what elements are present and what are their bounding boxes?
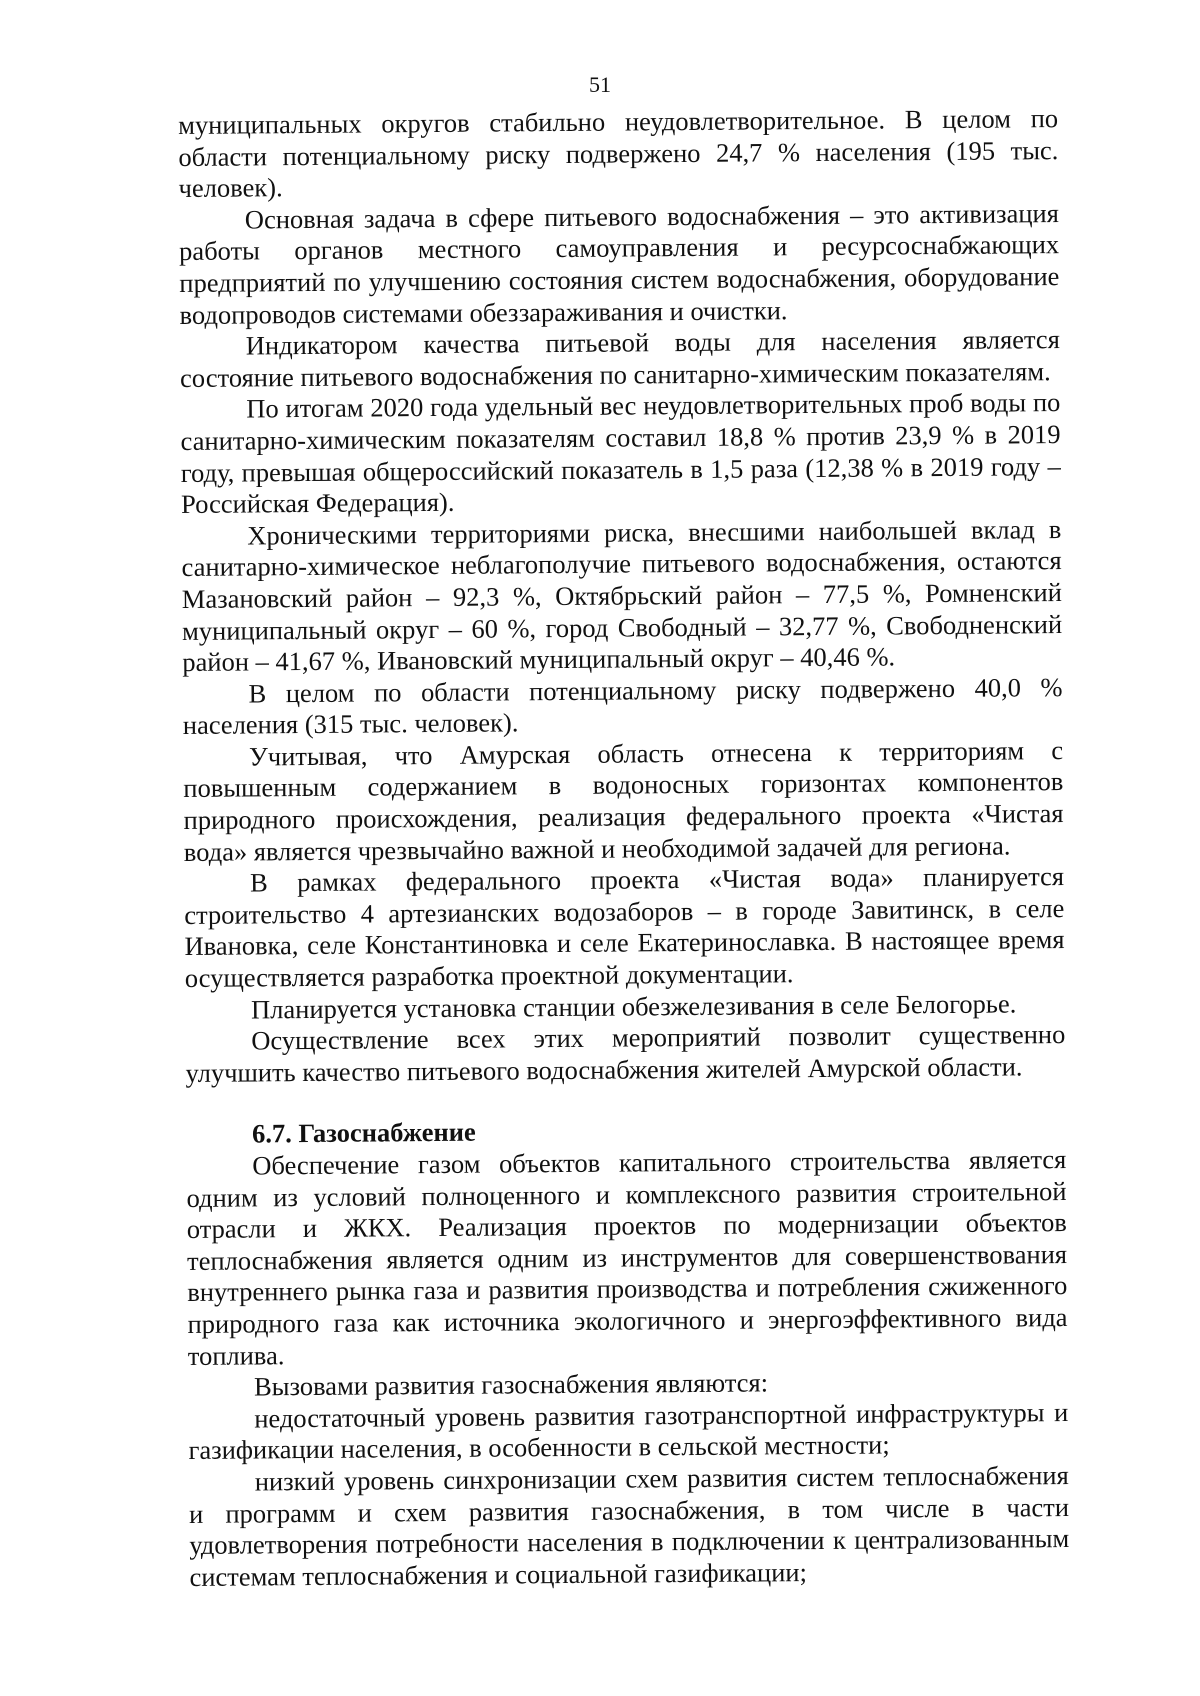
paragraph-2020-results: По итогам 2020 года удельный вес неудовлетворительных проб воды по санитарно-химическим показателям составил 18,8 % против 23,9 % в 2019 году, превышая общероссийский показатель в 1,5 раза (12,38 % в 2019 году – Российская Федерация). — [180, 387, 1061, 520]
paragraph-clean-water-project: Учитывая, что Амурская область отнесена к территориям с повышенным содержанием в водоносных горизонтах компонентов природного происхождения, реализация федерального проекта «Чистая вода» является чрезвычайно важной и необходимой задачей для региона. — [183, 734, 1064, 867]
page-number: 51 — [589, 72, 611, 97]
paragraph-continuation: муниципальных округов стабильно неудовлетворительное. В целом по области потенциальному риску подвержено 24,7 % населения (195 тыс. человек). — [178, 103, 1059, 204]
paragraph-water-intakes: В рамках федерального проекта «Чистая вода» планируется строительство 4 артезианских водозаборов – в городе Завитинск, в селе Ивановка, селе Константиновка и селе Екатеринославка. В настоящее время осуществляется разработка проектной документации. — [184, 861, 1065, 994]
page-body — [178, 103, 1070, 1593]
paragraph-gas-intro: Обеспечение газом объектов капитального строительства является одним из условий полноценного и комплексного развития строительной отрасли и ЖКХ. Реализация проектов по модернизации объектов теплоснабжения является одним из инструментов для совершенствования внутреннего рынка газа и развития производства и потребления сжиженного природного газа как источника экологичного и энергоэффективного вида топлива. — [186, 1144, 1068, 1371]
paragraph-water-task: Основная задача в сфере питьевого водоснабжения – это активизация работы органов местного самоуправления и ресурсоснабжающих предприятий по улучшению состояния систем водоснабжения, оборудование водопроводов системами обеззараживания и очистки. — [178, 197, 1060, 330]
paragraph-quality-indicator: Индикатором качества питьевой воды для населения является состояние питьевого водоснабжения по санитарно-химическим показателям. — [179, 324, 1060, 393]
paragraph-deironing-station: Планируется установка станции обезжелезивания в селе Белогорье. — [250, 988, 1017, 1025]
section-heading-gas-supply: 6.7. Газоснабжение — [251, 1117, 476, 1149]
paragraph-gas-challenge-sync: низкий уровень синхронизации схем развития систем теплоснабжения и программ и схем развития газоснабжения, в том числе в части удовлетворения потребности населения в подключении к централизованным системам теплоснабжения и социальной газификации; — [188, 1459, 1070, 1592]
paragraph-gas-challenges: Вызовами развития газоснабжения являются: — [253, 1367, 769, 1402]
paragraph-potential-risk: В целом по области потенциальному риску подвержено 40,0 % населения (315 тыс. человек). — [182, 671, 1063, 741]
paragraph-improvement: Осуществление всех этих мероприятий позволит существенно улучшить качество питьевого водоснабжения жителей Амурской области. — [185, 1019, 1066, 1088]
paragraph-risk-territories: Хроническими территориями риска, внесшими наибольшей вклад в санитарно-химическое неблагополучие питьевого водоснабжения, остаются Мазановский район – 92,3 %, Октябрьский район – 77,5 %, Ромненский муниципальный округ – 60 %, город Свободный – 32,77 %, Свободненский район – 41,67 %, Ивановский муниципальный округ – 40,46 %. — [181, 513, 1063, 678]
paragraph-gas-challenge-infrastructure: недостаточный уровень развития газотранспортной инфраструктуры и газификации населения, в особенности в сельской местности; — [188, 1396, 1069, 1466]
